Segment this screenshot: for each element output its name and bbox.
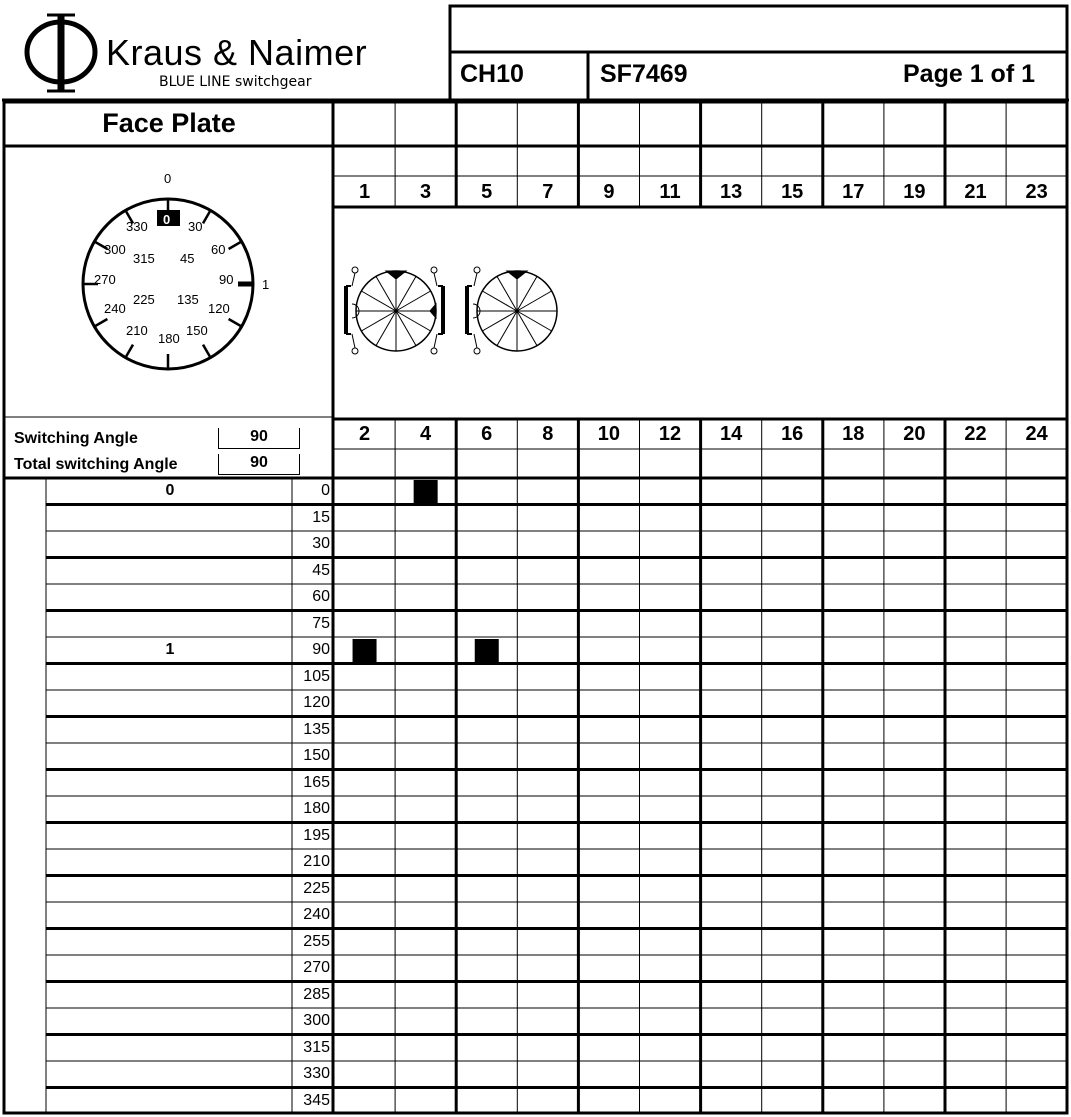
- total-switching-angle-label: Total switching Angle: [14, 456, 178, 473]
- angle-label: 135: [303, 720, 330, 738]
- angle-label: 30: [312, 535, 330, 552]
- dial-angle-60: 60: [211, 242, 226, 257]
- angle-label: 150: [303, 747, 330, 764]
- terminal-bottom-14: 14: [719, 423, 743, 445]
- dial-angle-120: 120: [208, 301, 230, 316]
- angle-label: 15: [312, 508, 330, 526]
- angle-label: 330: [303, 1065, 330, 1082]
- dial-angle-180: 180: [158, 331, 180, 346]
- dial-angle-240: 240: [104, 301, 126, 316]
- terminal-bottom-18: 18: [842, 423, 865, 445]
- angle-label: 255: [303, 932, 330, 950]
- switching-angle-label: Switching Angle: [14, 430, 138, 447]
- angle-label: 315: [303, 1038, 330, 1056]
- terminal-bottom-16: 16: [781, 423, 804, 445]
- angle-label: 120: [303, 694, 330, 711]
- terminal-bottom-6: 6: [481, 423, 493, 445]
- angle-label: 90: [312, 641, 330, 658]
- terminal-bottom-2: 2: [358, 423, 371, 445]
- angle-label: 270: [303, 959, 330, 976]
- terminal-top-5: 5: [481, 181, 493, 203]
- angle-label: 0: [321, 482, 330, 499]
- dial-angle-30: 30: [188, 219, 203, 234]
- terminal-bottom-10: 10: [597, 423, 621, 445]
- terminal-top-19: 19: [903, 181, 926, 203]
- position-label: 0: [165, 482, 175, 499]
- page-indicator: Page 1 of 1: [903, 60, 1035, 88]
- terminal-top-11: 11: [659, 181, 681, 203]
- dial-angle-270: 270: [94, 272, 116, 287]
- terminal-top-23: 23: [1025, 181, 1048, 203]
- total-switching-angle-value: 90: [218, 454, 300, 475]
- terminal-top-1: 1: [358, 181, 371, 203]
- dial-angle-90: 90: [219, 272, 234, 287]
- brand-tagline: BLUE LINE switchgear: [159, 74, 312, 90]
- angle-label: 45: [312, 561, 330, 579]
- terminal-top-17: 17: [842, 181, 865, 203]
- angle-label: 210: [303, 853, 330, 870]
- terminal-top-21: 21: [964, 181, 987, 203]
- dial-position-1-label: 1: [262, 277, 270, 292]
- angle-label: 240: [303, 906, 330, 923]
- angle-label: 285: [303, 985, 330, 1003]
- angle-label: 180: [303, 800, 330, 817]
- dial-angle-225: 225: [133, 292, 155, 307]
- brand-name: Kraus & Naimer: [106, 32, 368, 73]
- angle-label: 75: [312, 614, 330, 632]
- dial-angle-300: 300: [104, 242, 126, 257]
- switch-code: CH10: [460, 60, 524, 88]
- terminal-top-7: 7: [542, 181, 554, 203]
- terminal-bottom-12: 12: [658, 423, 682, 445]
- terminal-top-9: 9: [603, 181, 615, 203]
- face-plate-title: Face Plate: [102, 108, 236, 138]
- terminal-bottom-24: 24: [1025, 423, 1048, 445]
- terminal-bottom-22: 22: [964, 423, 987, 445]
- terminal-top-3: 3: [420, 181, 432, 203]
- terminal-top-15: 15: [781, 181, 804, 203]
- angle-label: 195: [303, 826, 330, 844]
- dial-angle-315: 315: [133, 251, 155, 266]
- position-label: 1: [165, 641, 175, 658]
- angle-label: 105: [303, 667, 330, 685]
- terminal-top-13: 13: [719, 181, 743, 203]
- terminal-bottom-20: 20: [903, 423, 926, 445]
- angle-label: 300: [303, 1012, 330, 1029]
- dial-angle-150: 150: [186, 323, 208, 338]
- dial-angle-210: 210: [126, 323, 148, 338]
- terminal-bottom-4: 4: [420, 423, 432, 445]
- dial-position-0-label: 0: [164, 171, 172, 186]
- dial-angle-330: 330: [126, 219, 148, 234]
- dial-angle-135: 135: [177, 292, 199, 307]
- angle-label: 345: [303, 1091, 330, 1109]
- dial-angle-45: 45: [180, 251, 195, 266]
- switching-angle-value: 90: [218, 428, 300, 449]
- angle-label: 165: [303, 773, 330, 791]
- angle-label: 60: [312, 588, 330, 605]
- angle-label: 225: [303, 879, 330, 897]
- dial-angle-0: 0: [163, 212, 171, 227]
- terminal-bottom-8: 8: [542, 423, 554, 445]
- program-code: SF7469: [600, 60, 688, 88]
